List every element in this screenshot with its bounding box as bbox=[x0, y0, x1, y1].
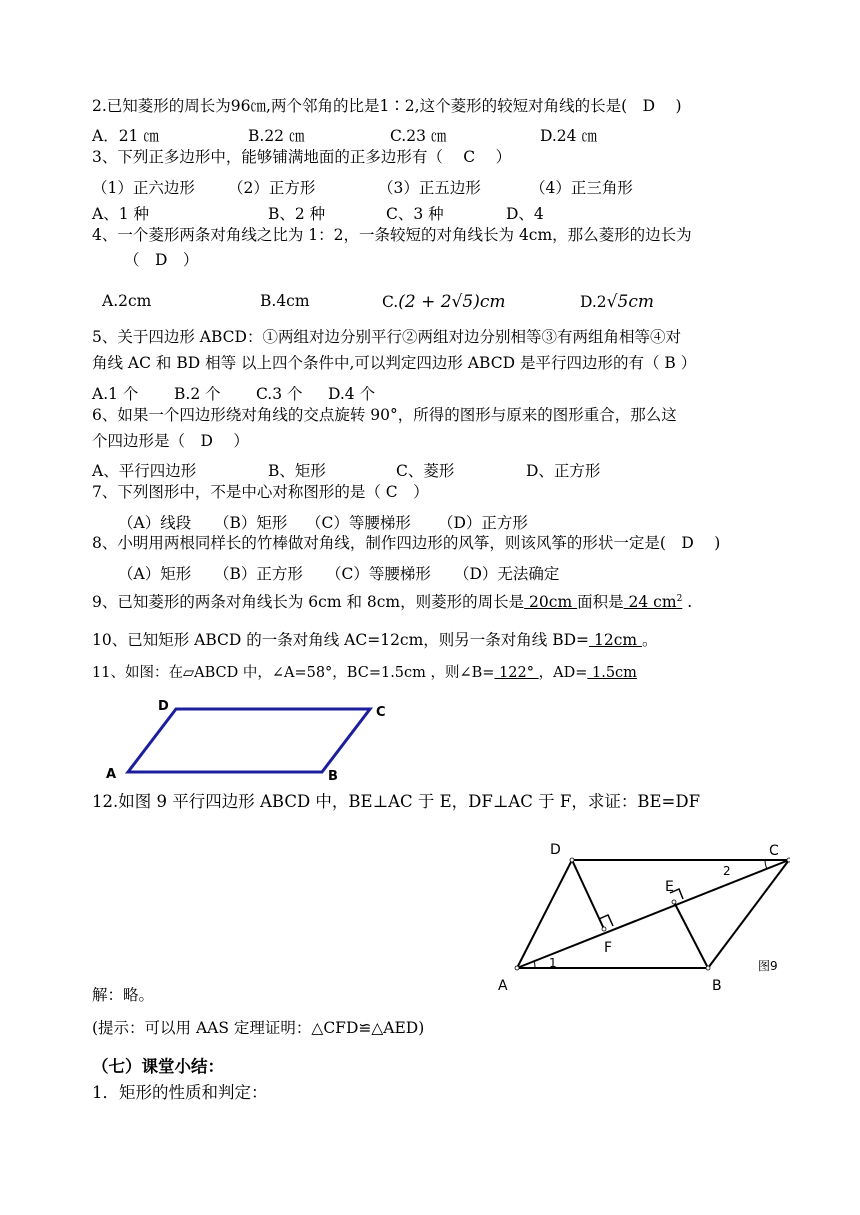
q8-stem: 8、小明用两根同样长的竹棒做对角线，制作四边形的风筝，则该风筝的形状一定是( D ) bbox=[92, 534, 721, 552]
q9-text: 9、已知菱形的两条对角线长为 6cm 和 8cm，则菱形的周长是 bbox=[92, 593, 525, 612]
q2-option-b: B.22 ㎝ bbox=[248, 127, 305, 145]
q5-option-c: C.3 个 bbox=[256, 385, 303, 403]
q9-answer-perimeter: 20cm bbox=[524, 593, 578, 612]
solution-answer: 解：略。 bbox=[92, 986, 155, 1004]
q6-line1: 6、如果一个四边形绕对角线的交点旋转 90°，所得的图形与原来的图形重合，那么这 bbox=[92, 406, 677, 424]
parallelogram-figure bbox=[100, 694, 400, 786]
summary-item-1: 1．矩形的性质和判定： bbox=[92, 1083, 268, 1102]
fig9-label-c: C bbox=[769, 843, 779, 859]
segment-be bbox=[674, 902, 708, 968]
fig9-angle-label-1: 1 bbox=[549, 956, 557, 970]
q7-option-c: （C）等腰梯形 bbox=[306, 514, 411, 532]
fig9-label-b: B bbox=[712, 978, 722, 994]
q3-item-2: （2）正方形 bbox=[228, 179, 316, 197]
q4-option-c-formula: (2 + 2√5)cm bbox=[398, 292, 506, 312]
q5-line1: 5、关于四边形 ABCD：①两组对边分别平行②两组对边分别相等③有两组角相等④对 bbox=[92, 328, 681, 346]
vertex-label-a: A bbox=[106, 767, 117, 782]
q4-option-d: D.2√5cm bbox=[580, 292, 654, 312]
q6-option-a: A、平行四边形 bbox=[92, 462, 197, 480]
q4-option-a: A.2cm bbox=[102, 292, 152, 310]
q8-option-d: （D）无法确定 bbox=[454, 565, 560, 583]
q3-option-b: B、2 种 bbox=[268, 205, 326, 223]
figure-9 bbox=[490, 838, 790, 998]
q3-item-4: （4）正三角形 bbox=[530, 179, 633, 197]
q6-option-d: D、正方形 bbox=[526, 462, 601, 480]
angle-mark-1 bbox=[534, 961, 535, 968]
q4-option-d-formula: √5cm bbox=[606, 292, 654, 312]
q11-text: 11、如图：在▱ABCD 中，∠A=58°，BC=1.5cm ，则∠B= bbox=[92, 665, 495, 681]
q4-option-c: C.(2 + 2√5)cm bbox=[382, 292, 506, 312]
q5-option-a: A.1 个 bbox=[92, 385, 139, 403]
q3-option-d: D、4 bbox=[506, 205, 544, 223]
fig9-label-f: F bbox=[604, 940, 613, 956]
q7-option-d: （D）正方形 bbox=[438, 514, 528, 532]
q4-stem-line1: 4、一个菱形两条对角线之比为 1：2，一条较短的对角线长为 4cm，那么菱形的边长为 bbox=[92, 226, 692, 244]
q3-item-1: （1）正六边形 bbox=[92, 179, 195, 197]
q4-option-b: B.4cm bbox=[260, 292, 310, 310]
fig9-label-d: D bbox=[550, 842, 561, 858]
q11-answer-angle-b: 122° bbox=[494, 665, 539, 681]
q9-answer-area: 24 $cm^2$ bbox=[623, 593, 683, 612]
q8-option-a: （A）矩形 bbox=[118, 565, 192, 583]
q2-option-c: C.23 ㎝ bbox=[390, 127, 447, 145]
q6-line2: 个四边形是（ D ） bbox=[92, 432, 249, 450]
q8-option-b: （B）正方形 bbox=[214, 565, 303, 583]
solution-hint: (提示：可以用 AAS 定理证明：△CFD≌△AED) bbox=[92, 1019, 425, 1037]
q7-stem: 7、下列图形中，不是中心对称图形的是（ C ） bbox=[92, 483, 429, 501]
q3-option-a: A、1 种 bbox=[92, 205, 149, 223]
q12-stem: 12.如图 9 平行四边形 ABCD 中，BE⊥AC 于 E，DF⊥AC 于 F，求证：BE=DF bbox=[92, 792, 701, 811]
q7-option-a: （A）线段 bbox=[118, 514, 192, 532]
q10-line: 10、已知矩形 ABCD 的一条对角线 AC=12cm，则另一条对角线 BD= 12cm 。 bbox=[92, 631, 658, 649]
q11-line: 11、如图：在▱ABCD 中，∠A=58°，BC=1.5cm ，则∠B= 122° ，AD= 1.5cm bbox=[92, 665, 637, 681]
fig9-label-a: A bbox=[498, 978, 508, 994]
angle-mark-2 bbox=[765, 860, 767, 869]
q6-option-c: C、菱形 bbox=[396, 462, 455, 480]
fig9-label-e: E bbox=[665, 879, 674, 895]
q2-option-d: D.24 ㎝ bbox=[540, 127, 597, 145]
q3-item-3: （3）正五边形 bbox=[378, 179, 481, 197]
q11-answer-ad: 1.5cm bbox=[587, 665, 637, 681]
fig9-angle-label-2: 2 bbox=[723, 864, 731, 878]
q5-option-b: B.2 个 bbox=[174, 385, 221, 403]
q4-stem-line2: （ D ） bbox=[124, 251, 199, 269]
q9-text-area: 面积是 bbox=[577, 593, 624, 612]
vertex-label-d: D bbox=[158, 699, 169, 714]
q5-line2: 角线 AC 和 BD 相等 以上四个条件中,可以判定四边形 ABCD 是平行四边形的有（ B ） bbox=[92, 354, 697, 372]
q7-option-b: （B）矩形 bbox=[214, 514, 288, 532]
vertex-label-b: B bbox=[328, 769, 338, 784]
parallelogram-abcd bbox=[128, 709, 370, 772]
q10-text: 10、已知矩形 ABCD 的一条对角线 AC=12cm，则另一条对角线 BD= bbox=[92, 631, 590, 649]
side-ad bbox=[517, 860, 572, 968]
q8-option-c: （C）等腰梯形 bbox=[326, 565, 431, 583]
q2-option-a: A．21 ㎝ bbox=[92, 127, 159, 145]
summary-heading: （七）课堂小结： bbox=[92, 1057, 224, 1076]
q2-stem: 2.已知菱形的周长为96㎝,两个邻角的比是1∶2,这个菱形的较短对角线的长是( D ) bbox=[92, 97, 682, 115]
q10-answer: 12cm bbox=[589, 631, 643, 649]
q6-option-b: B、矩形 bbox=[268, 462, 326, 480]
q3-option-c: C、3 种 bbox=[386, 205, 444, 223]
q3-stem: 3、下列正多边形中，能够铺满地面的正多边形有（ C ） bbox=[92, 148, 512, 166]
fig9-caption: 图9 bbox=[758, 959, 778, 973]
vertex-label-c: C bbox=[376, 705, 386, 720]
q9-line: 9、已知菱形的两条对角线长为 6cm 和 8cm，则菱形的周长是 20cm 面积是 24 $cm^2$ . bbox=[92, 593, 693, 612]
q5-option-d: D.4 个 bbox=[328, 385, 376, 403]
